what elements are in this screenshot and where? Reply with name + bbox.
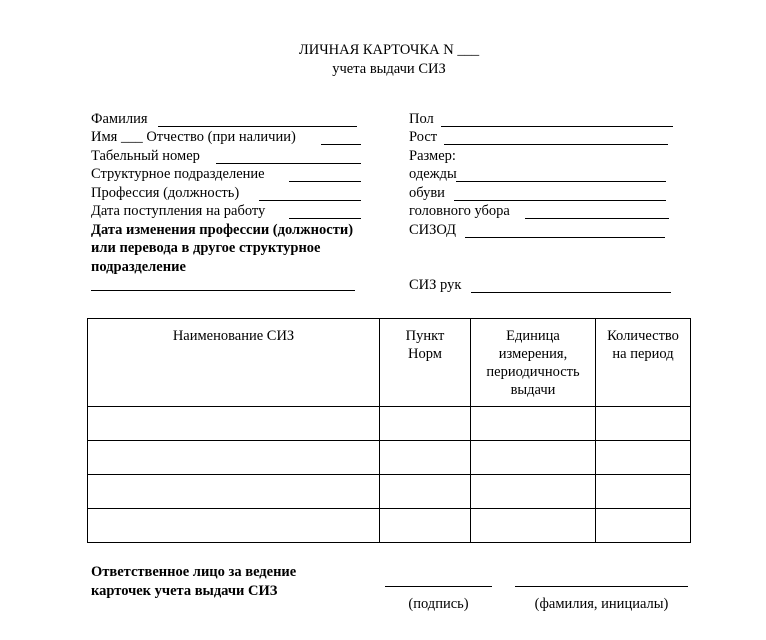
table-row [88,475,691,509]
department-line[interactable] [289,181,361,182]
clothes-size-label: одежды [409,166,457,182]
column-header-quantity: Количество на период [596,319,691,407]
change-date-label-2: или перевода в другое структурное [91,240,321,256]
signature-caption: (подпись) [408,596,469,612]
name-patronymic-label: Имя ___ Отчество (при наличии) [91,129,296,145]
department-label: Структурное подразделение [91,166,265,182]
table-cell[interactable] [596,407,691,441]
profession-label: Профессия (должность) [91,185,240,201]
size-label: Размер: [409,148,456,164]
change-date-label-3: подразделение [91,259,186,275]
siz-hands-line[interactable] [471,292,671,293]
change-date-line[interactable] [91,290,355,291]
tab-number-label: Табельный номер [91,148,200,164]
table-cell[interactable] [596,475,691,509]
card-subtitle: учета выдачи СИЗ [332,61,446,77]
gender-line[interactable] [441,126,673,127]
table-cell[interactable] [380,509,471,543]
headwear-size-line[interactable] [525,218,669,219]
shoes-size-label: обуви [409,185,445,201]
table-cell[interactable] [596,509,691,543]
table-row [88,509,691,543]
sizod-line[interactable] [465,237,665,238]
full-name-line[interactable] [515,586,688,587]
clothes-size-line[interactable] [456,181,666,182]
patronymic-line[interactable] [321,144,361,145]
table-cell[interactable] [471,509,596,543]
height-label: Рост [409,129,438,145]
table-cell[interactable] [88,509,380,543]
height-line[interactable] [444,144,668,145]
table-cell[interactable] [471,441,596,475]
hire-date-label: Дата поступления на работу [91,203,266,219]
table-cell[interactable] [380,475,471,509]
card-title: ЛИЧНАЯ КАРТОЧКА N ___ [298,42,480,58]
table-cell[interactable] [88,475,380,509]
change-date-label-1: Дата изменения профессии (должности) [91,222,354,238]
headwear-size-label: головного убора [409,203,510,219]
siz-hands-label: СИЗ рук [409,277,462,293]
surname-label: Фамилия [91,111,148,127]
table-cell[interactable] [471,475,596,509]
table-row [88,407,691,441]
hire-date-line[interactable] [289,218,361,219]
column-header-norm-point: Пункт Норм [380,319,471,407]
table-cell[interactable] [380,407,471,441]
gender-label: Пол [409,111,434,127]
table-cell[interactable] [88,441,380,475]
table-header-row [88,319,691,407]
table-cell[interactable] [380,441,471,475]
responsible-person-label-1: Ответственное лицо за ведение [91,564,297,580]
shoes-size-line[interactable] [454,200,666,201]
sizod-label: СИЗОД [409,222,457,238]
profession-line[interactable] [259,200,361,201]
surname-line[interactable] [158,126,357,127]
siz-issue-table [87,318,691,543]
tab-number-line[interactable] [216,163,361,164]
column-header-siz-name: Наименование СИЗ [88,319,380,407]
table-cell[interactable] [596,441,691,475]
table-cell[interactable] [88,407,380,441]
full-name-caption: (фамилия, инициалы) [534,596,669,612]
table-row [88,441,691,475]
responsible-person-label-2: карточек учета выдачи СИЗ [91,583,278,599]
column-header-unit-period: Единица измерения, периодичность выдачи [471,319,596,407]
table-cell[interactable] [471,407,596,441]
signature-line[interactable] [385,586,492,587]
